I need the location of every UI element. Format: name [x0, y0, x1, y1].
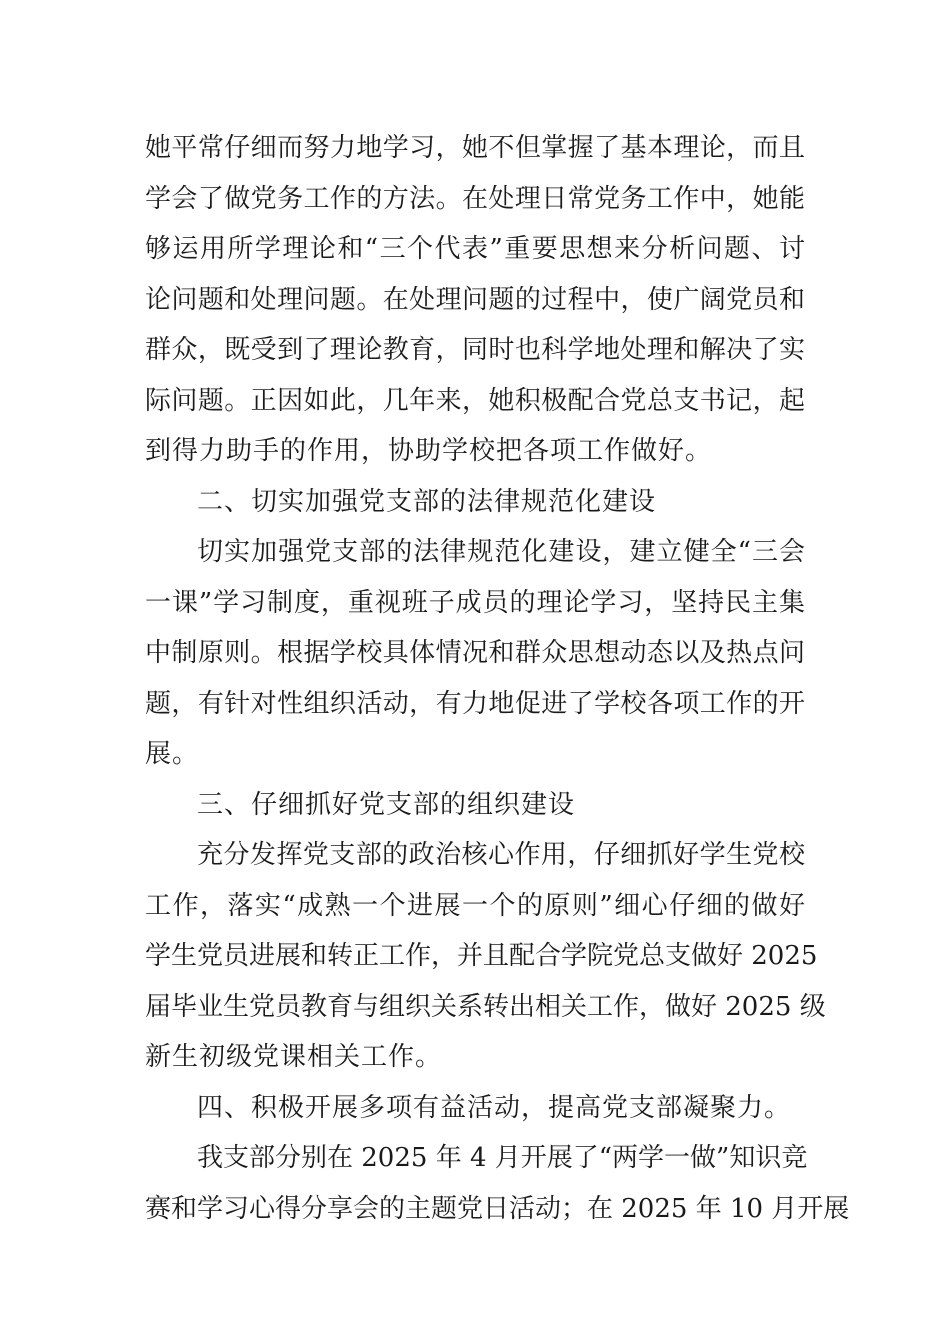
text-line: 赛和学习心得分享会的主题党日活动；在 2025 年 10 月开展 — [145, 1193, 850, 1224]
text-line: 展。 — [145, 739, 200, 769]
text-line: 三、仔细抓好党支部的组织建设 — [197, 789, 576, 820]
text-line: 切实加强党支部的法律规范化建设，建立健全“三会 — [197, 537, 805, 567]
text-line: 学会了做党务工作的方法。在处理日常党务工作中，她能 — [145, 183, 805, 214]
text-line: 二、切实加强党支部的法律规范化建设 — [197, 486, 657, 517]
text-line: 论问题和处理问题。在处理问题的过程中，使广阔党员和 — [145, 284, 805, 315]
text-line: 届毕业生党员教育与组织关系转出相关工作，做好 2025 级 — [145, 991, 826, 1022]
text-line: 群众，既受到了理论教育，同时也科学地处理和解决了实 — [145, 335, 805, 365]
text-line: 学生党员进展和转正工作，并且配合学院党总支做好 2025 — [145, 941, 818, 971]
text-line: 一课”学习制度，重视班子成员的理论学习，坚持民主集 — [145, 587, 805, 618]
text-line: 够运用所学理论和“三个代表”重要思想来分析问题、讨 — [145, 234, 805, 264]
text-line: 到得力助手的作用，协助学校把各项工作做好。 — [145, 436, 713, 466]
text-line: 她平常仔细而努力地学习，她不但掌握了基本理论，而且 — [145, 133, 805, 163]
text-line: 新生初级党课相关工作。 — [145, 1042, 443, 1072]
text-line: 四、积极开展多项有益活动，提高党支部凝聚力。 — [197, 1092, 792, 1123]
text-line: 工作，落实“成熟一个进展一个的原则”细心仔细的做好 — [145, 890, 805, 921]
text-line: 题，有针对性组织活动，有力地促进了学校各项工作的开 — [145, 688, 805, 719]
text-line: 充分发挥党支部的政治核心作用，仔细抓好学生党校 — [197, 840, 805, 870]
text-line: 际问题。正因如此，几年来，她积极配合党总支书记，起 — [145, 385, 805, 416]
text-line: 中制原则。根据学校具体情况和群众思想动态以及热点问 — [145, 638, 805, 668]
text-line: 我支部分别在 2025 年 4 月开展了“两学一做”知识竞 — [197, 1143, 808, 1173]
